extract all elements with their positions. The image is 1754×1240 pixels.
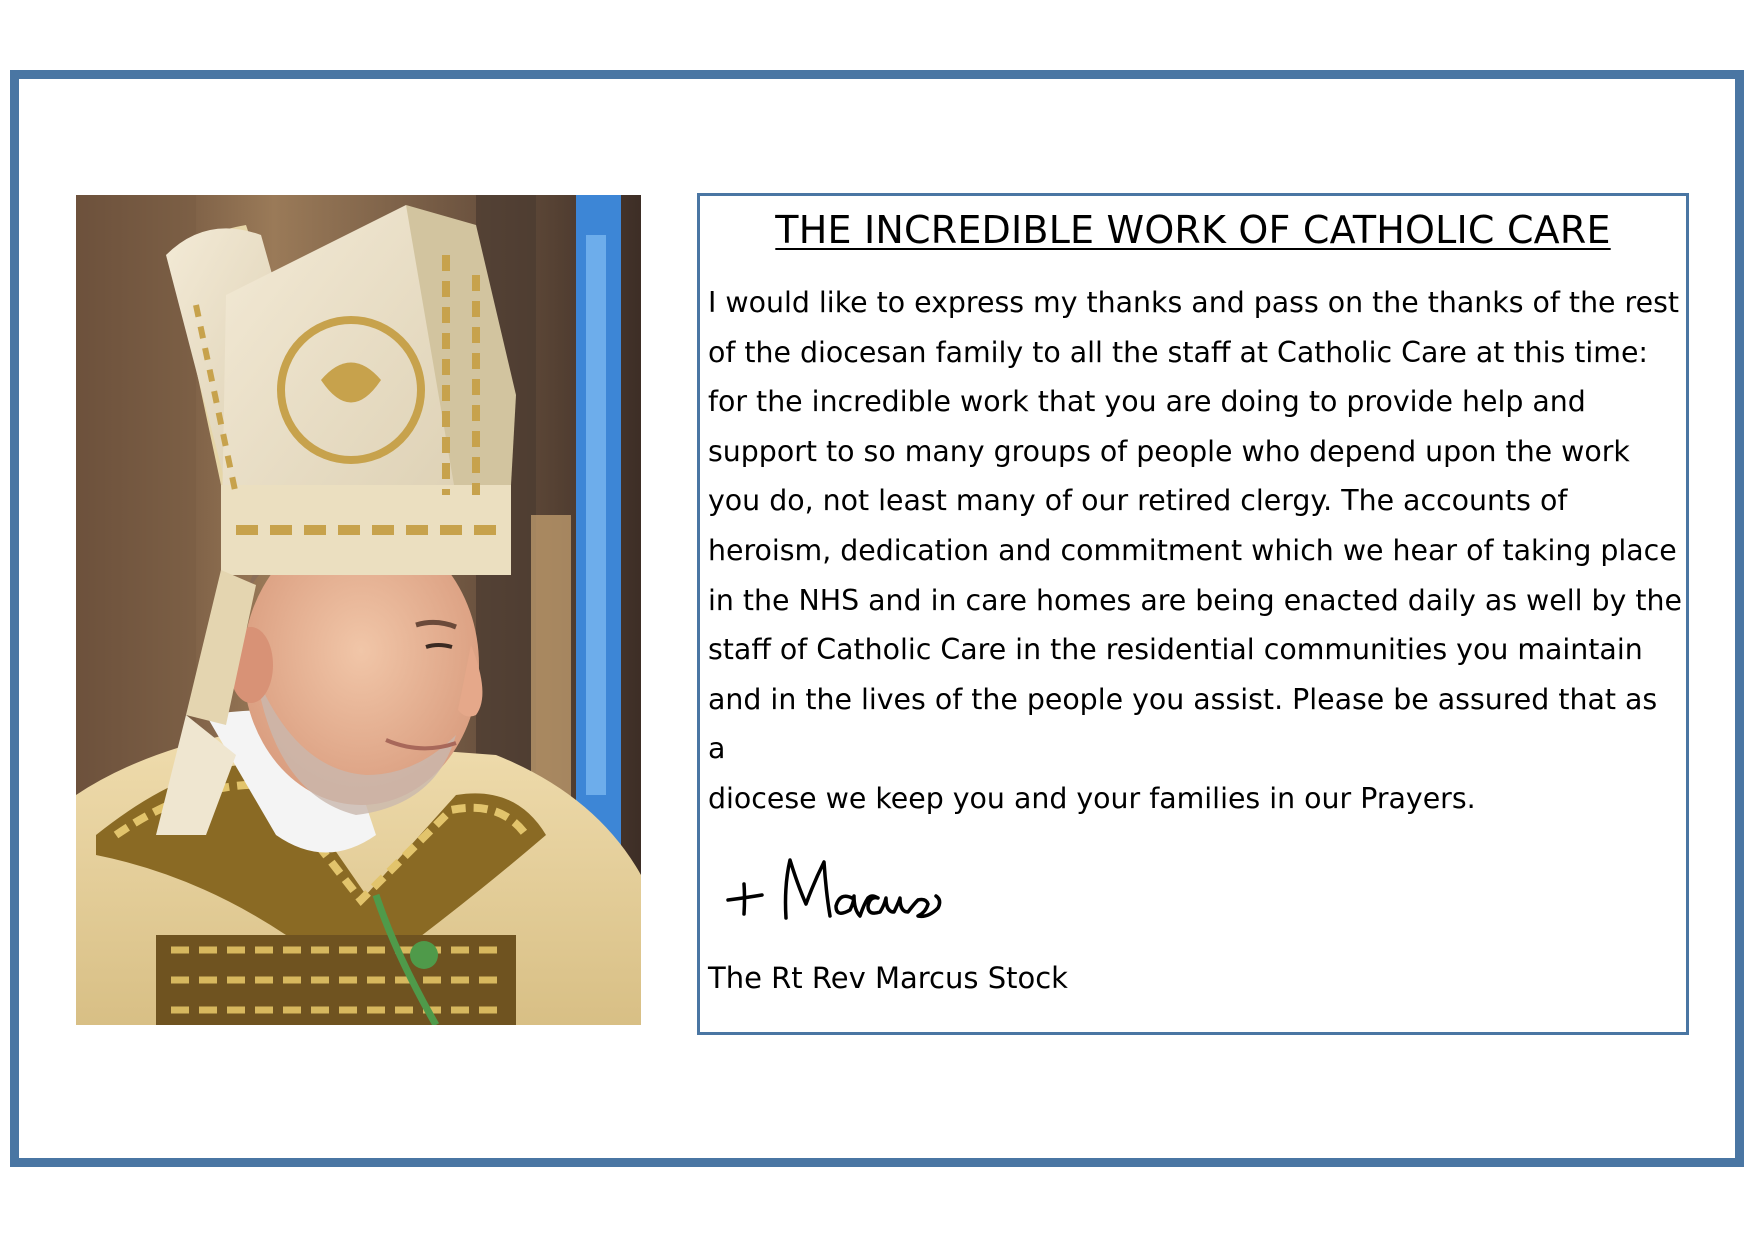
message-box bbox=[697, 193, 1689, 1035]
message-line: and in the lives of the people you assist. Please be assured that as a bbox=[708, 682, 1658, 766]
message-line: support to so many groups of people who depend upon the work bbox=[708, 434, 1630, 468]
message-line: staff of Catholic Care in the residential communities you maintain bbox=[708, 633, 1643, 667]
message-title bbox=[700, 208, 1686, 252]
message-line: diocese we keep you and your families in our Prayers. bbox=[708, 781, 1476, 815]
bishop-portrait-image bbox=[76, 195, 641, 1025]
signature-image bbox=[714, 846, 974, 936]
message-body bbox=[708, 278, 1683, 824]
message-line: of the diocesan family to all the staff at Catholic Care at this time: bbox=[708, 335, 1648, 369]
message-line: I would like to express my thanks and pass on the thanks of the rest bbox=[708, 286, 1679, 319]
message-line: in the NHS and in care homes are being enacted daily as well by the bbox=[708, 583, 1682, 617]
signatory-name: The Rt Rev Marcus Stock bbox=[708, 961, 1068, 995]
message-title-text: THE INCREDIBLE WORK OF CATHOLIC CARE bbox=[775, 208, 1611, 252]
bishop-portrait-photo bbox=[76, 195, 641, 1025]
handwritten-signature bbox=[714, 846, 974, 936]
message-line: for the incredible work that you are doing to provide help and bbox=[708, 385, 1586, 419]
message-line: you do, not least many of our retired clergy. The accounts of bbox=[708, 484, 1568, 518]
message-line: heroism, dedication and commitment which we hear of taking place bbox=[708, 533, 1677, 567]
